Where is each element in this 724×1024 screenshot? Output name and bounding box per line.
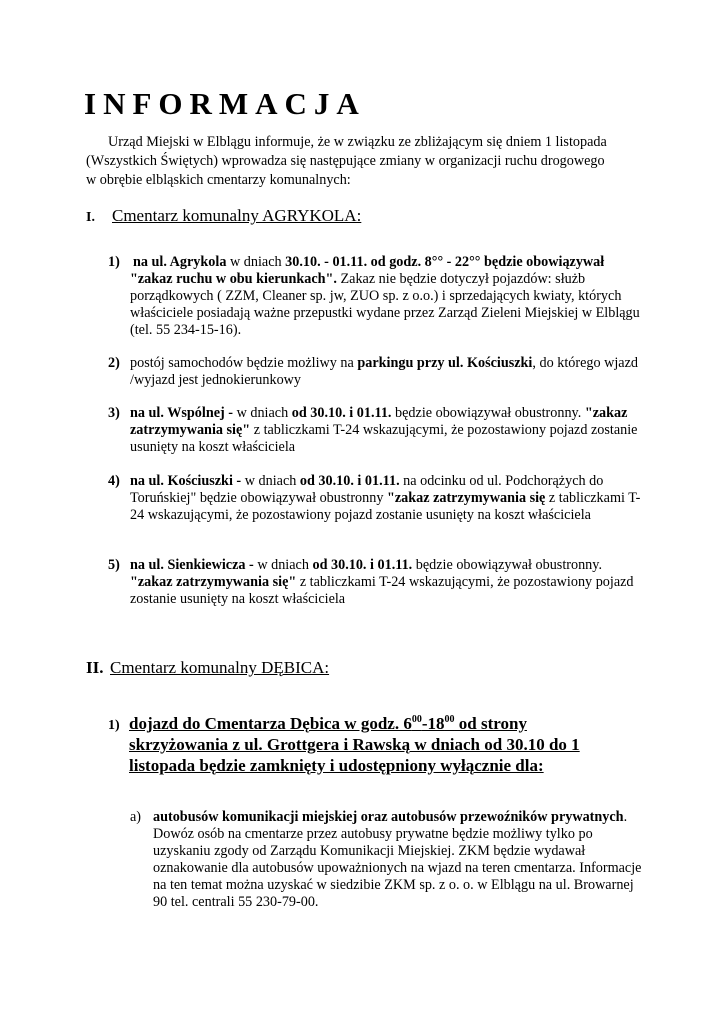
section-heading-debica bbox=[86, 657, 329, 679]
list-item bbox=[108, 557, 648, 608]
list-item bbox=[108, 355, 648, 389]
item-text: na ul. Wspólnej - w dniach od 30.10. i 01.11. będzie obowiązywał obustronny. "zakaz zatrzymywania się" z tabliczkami T-24 wskazującymi, że pozostawiony pojazd zostanie usunięty na koszt właściciela bbox=[130, 405, 638, 455]
document-title: INFORMACJA bbox=[84, 86, 366, 121]
item-number: 2) bbox=[108, 355, 120, 371]
item-text: na ul. Agrykola w dniach 30.10. - 01.11. od godz. 8°° - 22°° będzie obowiązywał "zakaz ruchu w obu kierunkach". Zakaz nie będzie dotyczył pojazdów: służb porządkowych ( ZZM, Cleaner sp. jw, ZUO sp. z o.o.) i sprzedających kwiaty, których właściciele posiadają ważne przepustki wydane przez Zarząd Zieleni Miejskiej w Elblągu (tel. 55 234-15-16). bbox=[130, 254, 640, 338]
item-text: autobusów komunikacji miejskiej oraz autobusów przewoźników prywatnych. Dowóz osób na cmentarze przez autobusy prywatne będzie możliwy tylko po uzyskaniu zgody od Zarządu Komunikacji Miejskiej. ZKM będzie wydawał oznakowanie dla autobusów upoważnionych na wjazd na teren cmentarza. Informacje na ten temat można uzyskać w siedzibie ZKM sp. z o. o. w Elblągu na ul. Browarnej 90 tel. centrali 55 230-79-00. bbox=[153, 809, 642, 910]
item-number: 4) bbox=[108, 473, 120, 489]
intro-paragraph bbox=[86, 133, 656, 190]
list-item bbox=[108, 405, 648, 456]
item-text: postój samochodów będzie możliwy na parkingu przy ul. Kościuszki, do którego wjazd /wyjazd jest jednokierunkowy bbox=[130, 355, 638, 388]
item-number: 3) bbox=[108, 405, 120, 421]
intro-line: w obrębie elbląskich cmentarzy komunalnych: bbox=[86, 172, 351, 188]
section-title: Cmentarz komunalny AGRYKOLA: bbox=[112, 206, 362, 225]
section-title: Cmentarz komunalny DĘBICA: bbox=[110, 658, 330, 677]
intro-line: (Wszystkich Świętych) wprowadza się następujące zmiany w organizacji ruchu drogowego bbox=[86, 153, 605, 169]
list-item bbox=[108, 254, 648, 339]
list-item bbox=[108, 713, 628, 776]
section-number: II. bbox=[86, 658, 104, 677]
item-number: 1) bbox=[108, 718, 120, 733]
item-label: a) bbox=[130, 809, 142, 825]
item-text: na ul. Kościuszki - w dniach od 30.10. i 01.11. na odcinku od ul. Podchorążych do Toruńskiej" będzie obowiązywał obustronny "zakaz zatrzymywania się z tabliczkami T-24 wskazującymi, że pozostawiony pojazd zostanie usunięty na koszt właściciela bbox=[130, 473, 641, 523]
item-number: 1) bbox=[108, 254, 120, 270]
item-text: na ul. Sienkiewicza - w dniach od 30.10. i 01.11. będzie obowiązywał obustronny. "zakaz zatrzymywania się" z tabliczkami T-24 wskazującymi, że pozostawiony pojazd zostanie usunięty na koszt właściciela bbox=[130, 557, 634, 607]
item-number: 5) bbox=[108, 557, 120, 573]
item-text: dojazd do Cmentarza Dębica w godz. $6^{00}-18^{00}$ od strony skrzyżowania z ul. Grottgera i Rawską w dniach od 30.10 do 1 listopada będzie zamknięty i udostępniony wyłącznie dla: bbox=[129, 714, 580, 775]
section-number: I. bbox=[86, 210, 95, 225]
list-item bbox=[108, 473, 648, 524]
section-heading-agrykola bbox=[86, 205, 361, 229]
sub-list-item bbox=[130, 809, 650, 911]
intro-line: Urząd Miejski w Elblągu informuje, że w związku ze zbliżającym się dniem 1 listopada bbox=[108, 134, 607, 150]
